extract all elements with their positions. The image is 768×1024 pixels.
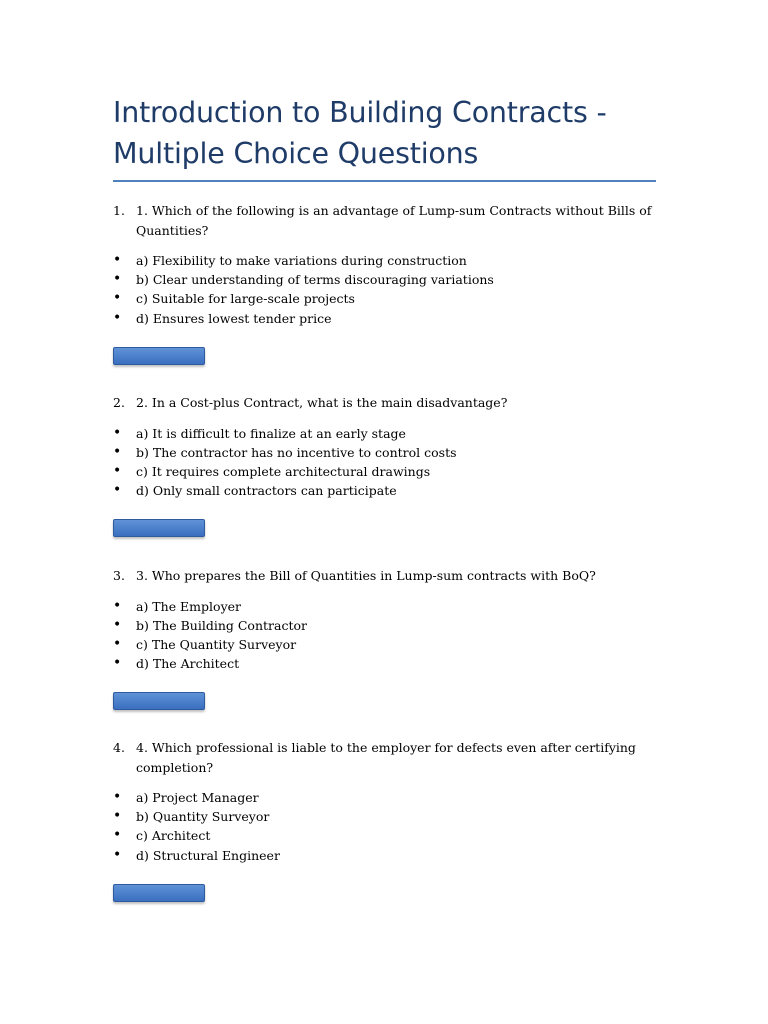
bullet-icon: • [113, 635, 122, 652]
option-label: b) The contractor has no incentive to control costs [136, 444, 457, 460]
option-item [113, 807, 656, 826]
question-number: 1. [113, 203, 125, 218]
question-number: 4. [113, 740, 125, 755]
page-title: Introduction to Building Contracts - Multiple Choice Questions [113, 96, 607, 170]
option-item [113, 654, 656, 673]
option-label: d) Only small contractors can participate [136, 483, 397, 499]
option-label: c) The Quantity Surveyor [136, 636, 297, 652]
bullet-icon: • [113, 808, 122, 825]
option-label: c) It requires complete architectural drawings [136, 463, 431, 479]
option-item [113, 846, 656, 865]
document-page [113, 92, 656, 182]
option-list [113, 788, 656, 865]
bullet-icon: • [113, 789, 122, 805]
question-number: 3. [113, 568, 125, 583]
option-list [113, 424, 656, 501]
bullet-icon: • [113, 443, 122, 460]
option-list [113, 251, 656, 328]
option-item [113, 289, 656, 308]
bullet-icon: • [113, 290, 122, 307]
option-item [113, 443, 656, 462]
option-item [113, 635, 656, 654]
question-text [113, 393, 656, 413]
bullet-icon: • [113, 827, 122, 844]
option-label: a) Flexibility to make variations during construction [136, 253, 467, 268]
bullet-icon: • [113, 252, 122, 268]
option-item [113, 309, 656, 328]
question-text [113, 738, 656, 777]
option-label: c) Architect [136, 828, 211, 844]
show-answer-button[interactable] [113, 519, 205, 537]
option-label: b) The Building Contractor [136, 617, 307, 633]
show-answer-button[interactable] [113, 347, 205, 365]
question-3 [113, 566, 656, 710]
bullet-icon: • [113, 271, 122, 288]
option-item [113, 251, 656, 270]
question-number: 2. [113, 395, 125, 410]
option-item [113, 788, 656, 807]
option-item [113, 424, 656, 443]
option-list [113, 597, 656, 674]
question-prompt: 4. Which professional is liable to the employer for defects even after certifying completion? [136, 740, 636, 775]
option-label: d) Structural Engineer [136, 847, 280, 863]
option-item [113, 597, 656, 616]
question-prompt: 2. In a Cost-plus Contract, what is the main disadvantage? [136, 395, 508, 410]
option-label: d) The Architect [136, 656, 240, 672]
bullet-icon: • [113, 597, 122, 614]
question-4 [113, 738, 656, 902]
option-label: a) Project Manager [136, 790, 259, 805]
option-item [113, 462, 656, 481]
option-label: d) Ensures lowest tender price [136, 310, 332, 326]
option-label: c) Suitable for large-scale projects [136, 291, 355, 307]
option-item [113, 481, 656, 500]
bullet-icon: • [113, 424, 122, 441]
question-prompt: 3. Who prepares the Bill of Quantities in Lump-sum contracts with BoQ? [136, 568, 596, 583]
option-label: b) Clear understanding of terms discouraging variations [136, 272, 494, 288]
question-2 [113, 393, 656, 537]
show-answer-button[interactable] [113, 884, 205, 902]
bullet-icon: • [113, 655, 122, 672]
option-item [113, 616, 656, 635]
option-label: a) It is difficult to finalize at an early stage [136, 425, 406, 441]
option-item [113, 270, 656, 289]
question-text [113, 201, 656, 240]
show-answer-button[interactable] [113, 692, 205, 710]
question-1 [113, 201, 656, 365]
option-label: a) The Employer [136, 598, 241, 614]
option-item [113, 826, 656, 845]
question-text [113, 566, 656, 586]
bullet-icon: • [113, 309, 122, 326]
bullet-icon: • [113, 846, 122, 863]
bullet-icon: • [113, 482, 122, 499]
question-prompt: 1. Which of the following is an advantage of Lump-sum Contracts without Bills of Quantities? [136, 203, 652, 238]
option-label: b) Quantity Surveyor [136, 809, 270, 825]
title-divider [113, 180, 656, 182]
bullet-icon: • [113, 462, 122, 479]
bullet-icon: • [113, 616, 122, 633]
